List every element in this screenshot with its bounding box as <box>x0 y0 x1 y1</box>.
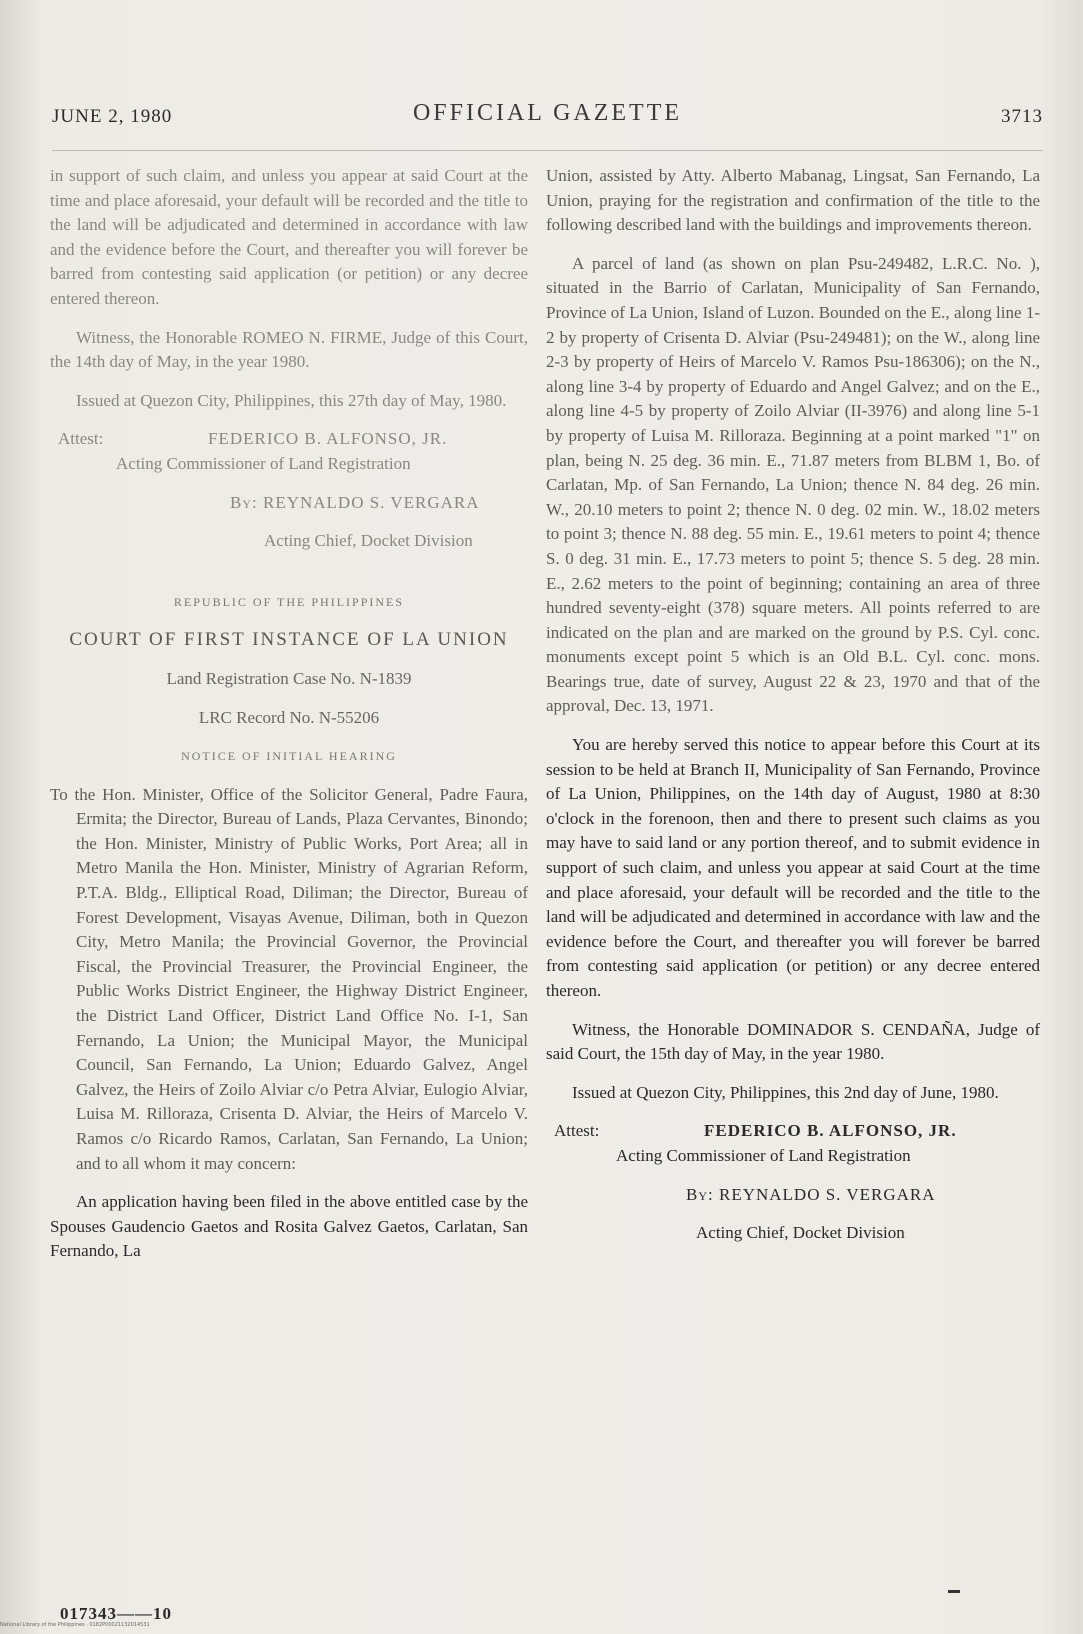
right-issued-paragraph: Issued at Quezon City, Philippines, this 2nd day of June, 1980. <box>572 1082 999 1102</box>
republic-heading: REPUBLIC OF THE PHILIPPINES <box>173 594 405 609</box>
parcel-description: A parcel of land (as shown on plan Psu-249482, L.R.C. No. ), situated in the Barrio of Carlatan, Municipality of San Fernando, Province of La Union, Island of Luzon. Bounded on the E., along line 1-2 by property of Crisenta D. Alviar (Psu-249481); on the W., along line 2-3 by property of Heirs of Marcelo V. Ramos Psu-186306); on the N., along line 3-4 by property of Eduardo and Angel Galvez; and on the E., along line 4-5 by property of Zoilo Alviar (II-3976) and along line 5-1 by property of Luisa M. Rilloraza. Beginning at a point marked "1" on plan, being N. 25 deg. 36 min. E., 71.87 meters from BLBM 1, Bo. of Carlatan, Mp. of San Fernando, La Union; thence N. 84 deg. 26 min. W., 20.10 meters to point 2; thence N. 0 deg. 02 min. W., 18.02 meters to point 3; thence N. 88 deg. 55 min. E., 19.61 meters to point 4; thence S. 0 deg. 31 min. E., 17.73 meters to point 5; thence S. 5 deg. 28 min. E., 2.62 meters to the point of beginning; containing an area of three hundred seventy-eight (378) square meters. All points referred to are indicated on the plan and are marked on the ground by P.S. Cyl. conc. monuments except point 5 which is an Old B.L. Cyl. conc. mons. Bearings true, date of survey, August 22 & 23, 1970 and that of the approval, Dec. 13, 1971. <box>546 253 1040 716</box>
right-attest-title: Acting Commissioner of Land Registration <box>616 1145 911 1165</box>
right-attest-name: FEDERICO B. ALFONSO, JR. <box>704 1121 957 1141</box>
left-by-line: By: REYNALDO S. VERGARA <box>230 492 480 512</box>
footer-code: 017343——10 <box>60 1604 172 1623</box>
application-paragraph: An application having been filed in the above entitled case by the Spouses Gaudencio Gaetos and Rosita Galvez Gaetos, Carlatan, San Fernando, La <box>50 1192 528 1261</box>
addressees-paragraph: To the Hon. Minister, Office of the Solicitor General, Padre Faura, Ermita; the Director, Bureau of Lands, Plaza Cervantes, Binondo; the Hon. Minister, Ministry of Public Works, Port Area; all in Metro Manila the Hon. Minister, Ministry of Agrarian Reform, P.T.A. Bldg., Elliptical Road, Diliman; the Director, Bureau of Forest Development, Visayas Avenue, Diliman, both in Quezon City, Metro Manila; the Provincial Governor, the Provincial Fiscal, the Provincial Treasurer, the Provincial Engineer, the Public Works District Engineer, the Highway District Engineer, the District Land Officer, District Land Office No. I-1, San Fernando, La Union; the Municipal Mayor, the Municipal Council, San Fernando, La Union; Eduardo Galvez, Angel Galvez, the Heirs of Zoilo Alviar c/o Petra Alviar, Eulogio Alviar, Luisa M. Rilloraza, Crisenta D. Alviar, the Heirs of Marcelo V. Ramos c/o Ricardo Ramos, Carlatan, San Fernando, La Union; and to all whom it may concern: <box>50 784 528 1173</box>
served-notice-paragraph: You are hereby served this notice to appear before this Court at its session to be held at Branch II, Municipality of San Fernando, Province of La Union, Philippines, on the 14th day of August, 1980 at 8:30 o'clock in the forenoon, then and there to present such claims as you may have to said land or any portion thereof, and to submit evidence in support of such claim, and unless you appear at said Court at the time and place aforesaid, your default will be recorded and the title to the land will be adjudicated and determined in accordance with law and the evidence before the Court, and thereafter you will forever be barred from contesting said application (or petition) or any decree entered thereon. <box>546 735 1040 1000</box>
margin-dash-mark <box>948 1590 960 1593</box>
right-witness-paragraph: Witness, the Honorable DOMINADOR S. CENDAÑA, Judge of said Court, the 15th day of May, in the year 1980. <box>546 1019 1040 1064</box>
left-witness-paragraph: Witness, the Honorable ROMEO N. FIRME, Judge of this Court, the 14th day of May, in the year 1980. <box>50 327 528 372</box>
lrc-record: LRC Record No. N-55206 <box>198 707 380 727</box>
header-title: OFFICIAL GAZETTE <box>412 100 683 126</box>
left-column <box>50 164 528 1278</box>
left-attest-label: Attest: <box>58 429 104 449</box>
court-title: COURT OF FIRST INSTANCE OF LA UNION <box>69 629 509 651</box>
left-issued-paragraph: Issued at Quezon City, Philippines, this 27th day of May, 1980. <box>76 390 507 410</box>
notice-title: NOTICE OF INITIAL HEARING <box>181 749 397 764</box>
left-attest-line <box>50 427 528 452</box>
scan-watermark: National Library of the Philippines · 0182P00021132014531 <box>0 1622 150 1628</box>
header-rule <box>52 150 1043 151</box>
page-header <box>52 100 1043 136</box>
left-attest-title: Acting Commissioner of Land Registration <box>116 453 411 473</box>
case-number: Land Registration Case No. N-1839 <box>166 668 412 688</box>
court-heading <box>50 590 528 769</box>
right-column <box>546 164 1040 1260</box>
right-attest-label: Attest: <box>554 1121 600 1141</box>
right-attest-line <box>546 1119 1040 1144</box>
left-attest-name: FEDERICO B. ALFONSO, JR. <box>208 429 448 449</box>
header-page-number: 3713 <box>1001 106 1043 127</box>
left-intro-paragraph: in support of such claim, and unless you appear at said Court at the time and place aforesaid, your default will be recorded and the title to the land will be adjudicated and determined in accordance with law and the evidence before the Court, and thereafter you will forever be barred from contesting said application (or petition) or any decree entered thereon. <box>50 166 528 308</box>
left-by-title: Acting Chief, Docket Division <box>264 531 473 551</box>
header-date: JUNE 2, 1980 <box>52 106 173 127</box>
right-by-title: Acting Chief, Docket Division <box>696 1223 905 1243</box>
right-continuation-paragraph: Union, assisted by Atty. Alberto Mabanag, Lingsat, San Fernando, La Union, praying for the registration and confirmation of the title to the following described land with the buildings and improvements thereon. <box>546 166 1040 235</box>
right-by-line: By: REYNALDO S. VERGARA <box>686 1184 936 1204</box>
